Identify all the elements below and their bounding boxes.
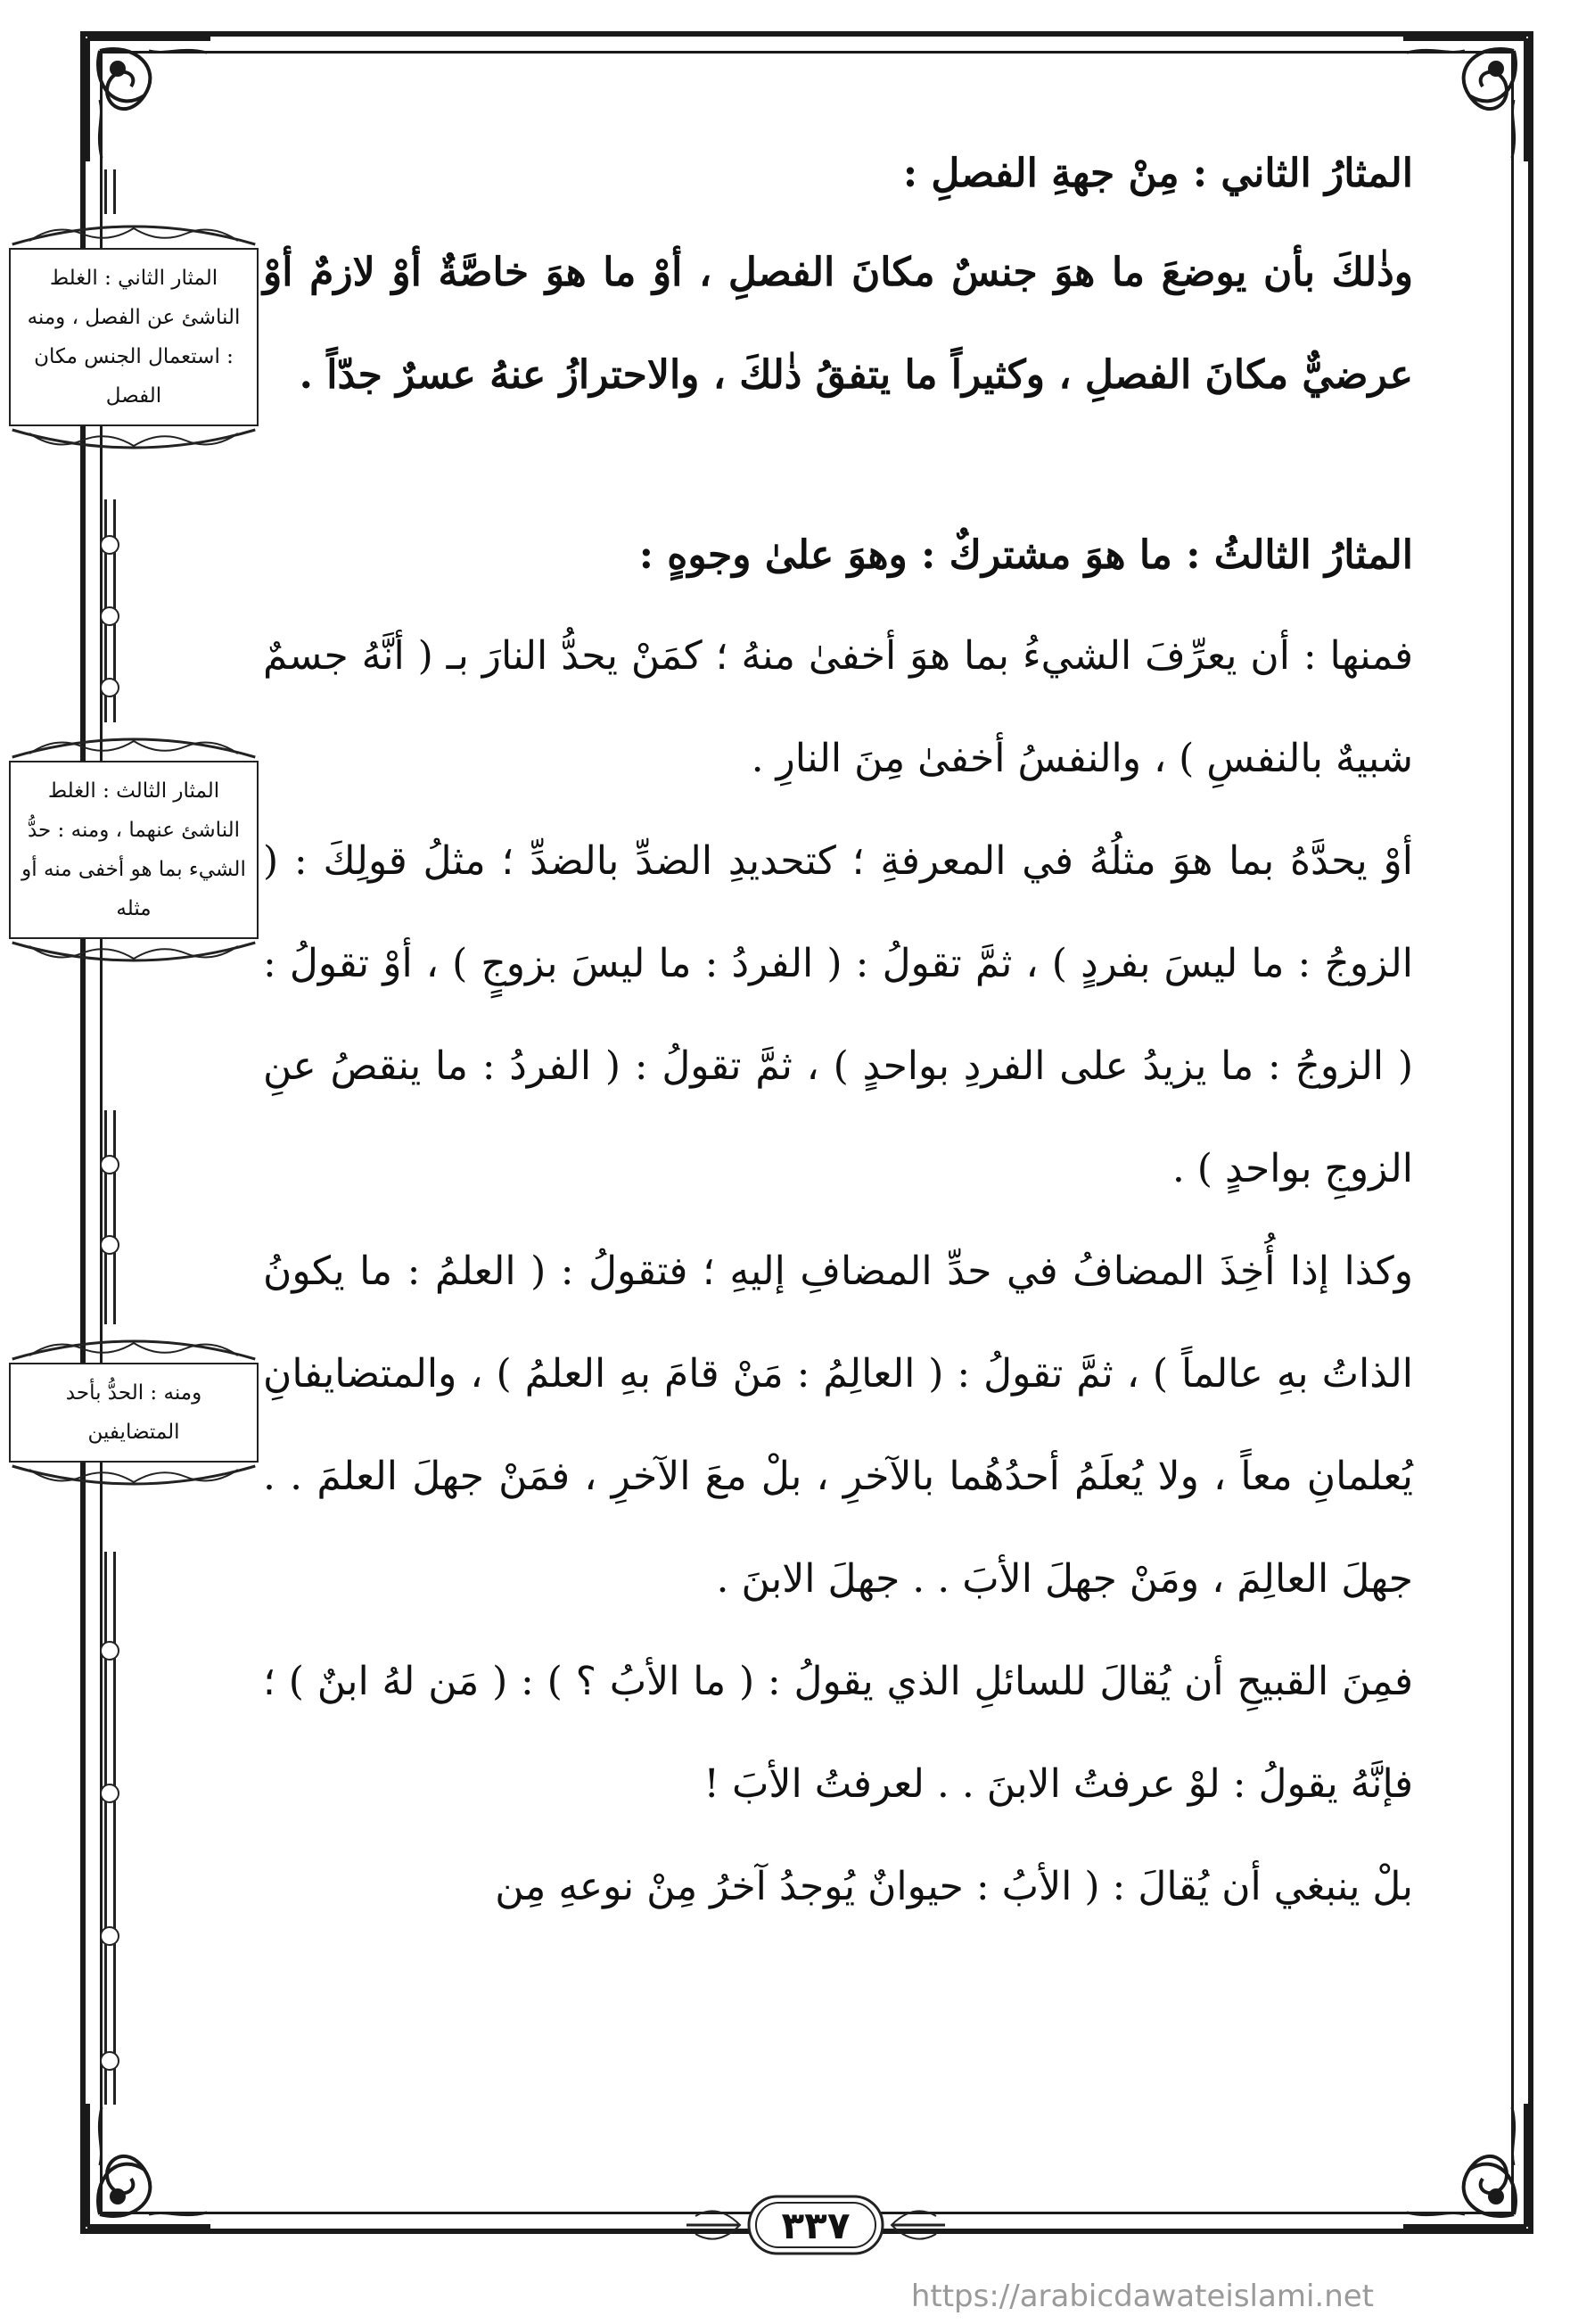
side-note — [0, 727, 267, 973]
margin-chain — [100, 1110, 121, 1324]
paragraph: وذٰلكَ بأن يوضعَ ما هوَ جنسٌ مكانَ الفصلِ ، أوْ ما هوَ خاصَّةٌ أوْ لازمٌ أوْ عرضيٌّ مكانَ الفصلِ ، وكثيراً ما يتفقُ ذٰلكَ ، والاحترازُ عنهُ عسرٌ جدّاً . — [263, 250, 1413, 398]
paragraph: بلْ ينبغي أن يُقالَ : ( الأبُ : حيوانٌ يُوجدُ آخرُ مِنْ نوعهِ مِن — [495, 1864, 1413, 1909]
margin-chain — [100, 169, 121, 214]
corner-ornament-icon — [1398, 2098, 1532, 2232]
margin-chain — [100, 499, 121, 722]
note-ornament-icon — [4, 426, 264, 460]
side-note-text: المثار الثاني : الغلط الناشئ عن الفصل ، ومنه : استعمال الجنس مكان الفصل — [9, 248, 259, 426]
paragraph: أوْ يحدَّهُ بما هوَ مثلُهُ في المعرفةِ ؛ كتحديدِ الضدِّ بالضدِّ ؛ مثلُ قولِكَ : ( الزوجُ : ما ليسَ بفردٍ ) ، ثمَّ تقولُ : ( الفردُ : ما ليسَ بزوجٍ ) ، أوْ تقولُ : ( الزوجُ : ما يزيدُ على الفردِ بواحدٍ ) ، ثمَّ تقولُ : ( الفردُ : ما ينقصُ عنِ الزوجِ بواحدٍ ) . — [263, 838, 1413, 1191]
side-note-text: ومنه : الحدُّ بأحد المتضايفين — [9, 1363, 259, 1463]
note-ornament-icon — [4, 1463, 264, 1496]
paragraph: فمنها : أن يعرِّفَ الشيءُ بما هوَ أخفىٰ منهُ ؛ كمَنْ يحدُّ النارَ بـ ( أنَّهُ جسمٌ شبيهٌ بالنفسِ ) ، والنفسُ أخفىٰ مِنَ النارِ . — [263, 633, 1413, 781]
watermark-url: https://arabicdawateislami.net — [910, 2279, 1374, 2314]
side-note — [0, 214, 267, 460]
page-number: ٣٣٧ — [781, 2203, 851, 2247]
note-ornament-icon — [4, 939, 264, 973]
corner-ornament-icon — [1398, 33, 1532, 167]
section-heading: المثارُ الثاني : مِنْ جهةِ الفصلِ : — [902, 151, 1413, 196]
paragraph: فمِنَ القبيحِ أن يُقالَ للسائلِ الذي يقولُ : ( ما الأبُ ؟ ) : ( مَن لهُ ابنٌ ) ؛ فإنَّهُ يقولُ : لوْ عرفتُ الابنَ . . لعرفتُ الأبَ ! — [263, 1659, 1413, 1807]
margin-chain — [100, 1552, 121, 2105]
section-heading: المثارُ الثالثُ : ما هوَ مشتركٌ : وهوَ علىٰ وجوهٍ : — [638, 532, 1413, 578]
note-ornament-icon — [4, 1329, 264, 1363]
page-body — [263, 143, 1413, 1938]
page-number-badge — [686, 2189, 945, 2261]
paragraph: وكذا إذا أُخِذَ المضافُ في حدِّ المضافِ إليهِ ؛ فتقولُ : ( العلمُ : ما يكونُ الذاتُ بهِ عالماً ) ، ثمَّ تقولُ : ( العالِمُ : مَنْ قامَ بهِ العلمُ ) ، والمتضايفانِ يُعلمانِ معاً ، ولا يُعلَمُ أحدُهُما بالآخرِ ، بلْ معَ الآخرِ ، فمَنْ جهلَ العلمَ . . جهلَ العالِمَ ، ومَنْ جهلَ الأبَ . . جهلَ الابنَ . — [263, 1249, 1413, 1602]
corner-ornament-icon — [82, 2098, 216, 2232]
note-ornament-icon — [4, 727, 264, 761]
side-note-text: المثار الثالث : الغلط الناشئ عنهما ، ومنه : حدُّ الشيء بما هو أخفى منه أو مثله — [9, 761, 259, 939]
side-note — [0, 1329, 267, 1496]
note-ornament-icon — [4, 214, 264, 248]
corner-ornament-icon — [82, 33, 216, 167]
